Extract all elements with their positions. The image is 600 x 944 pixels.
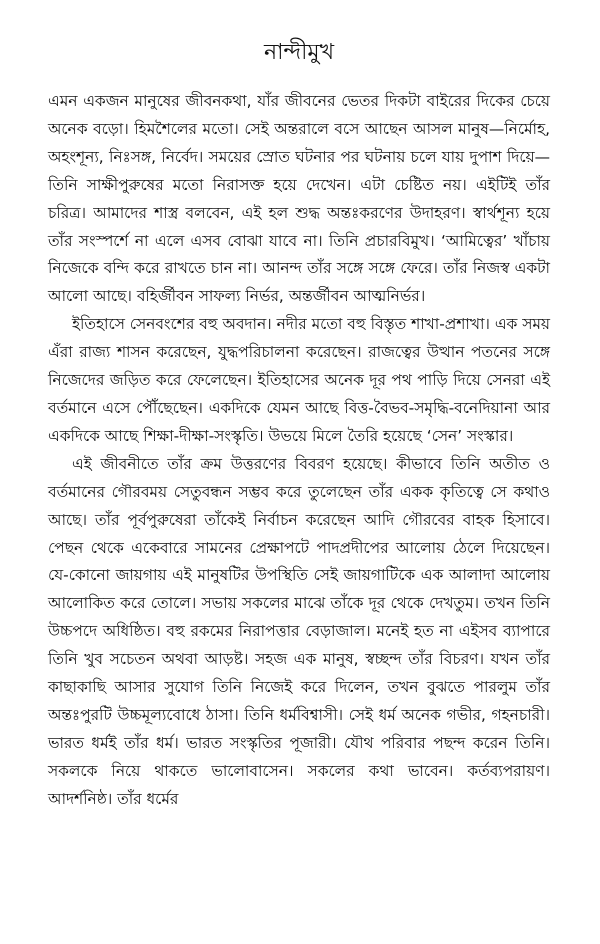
paragraph-1: এমন একজন মানুষের জীবনকথা, যাঁর জীবনের ভেতর দিকটা বাইরের দিকের চেয়ে অনেক বড়ো। হিমশৈলের মতো। সেই অন্তরালে বসে আছেন আসল মানুষ—নির্মোহ, অহংশূন্য, নিঃসঙ্গ, নির্বেদ। সময়ের স্রোত ঘটনার পর ঘটনায় চলে যায় দুপাশ দিয়ে—তিনি সাক্ষীপুরুষের মতো নিরাসক্ত হয়ে দেখেন। এটা চেষ্টিত নয়। এইটিই তাঁর চরিত্র। আমাদের শাস্ত্র বলবেন, এই হল শুদ্ধ অন্তঃকরণের উদাহরণ। স্বার্থশূন্য হয়ে তাঁর সংস্পর্শে না এলে এসব বোঝা যাবে না। তিনি প্রচারবিমুখ। ‘আমিত্বের’ খাঁচায় নিজেকে বন্দি করে রাখতে চান না। আনন্দ তাঁর সঙ্গে সঙ্গে ফেরে। তাঁর নিজস্ব একটা আলো আছে। বহির্জীবন সাফল্য নির্ভর, অন্তর্জীবন আত্মনির্ভর। (48, 92, 550, 306)
chapter-body (48, 88, 550, 814)
paragraph-2: ইতিহাসে সেনবংশের বহু অবদান। নদীর মতো বহু বিস্তৃত শাখা-প্রশাখা। এক সময় এঁরা রাজ্য শাসন করেছেন, যুদ্ধপরিচালনা করেছেন। রাজত্বের উত্থান পতনের সঙ্গে নিজেদের জড়িত করে ফেলেছেন। ইতিহাসের অনেক দূর পথ পাড়ি দিয়ে সেনরা এই বর্তমানে এসে পৌঁছেছেন। একদিকে যেমন আছে বিত্ত-বৈভব-সমৃদ্ধি-বনেদিয়ানা আর একদিকে আছে শিক্ষা-দীক্ষা-সংস্কৃতি। উভয়ে মিলে তৈরি হয়েছে ‘সেন’ সংস্কার। (48, 315, 550, 445)
paragraph-3: এই জীবনীতে তাঁর ক্রম উত্তরণের বিবরণ হয়েছে। কীভাবে তিনি অতীত ও বর্তমানের গৌরবময় সেতুবন্ধন সম্ভব করে তুলেছেন তাঁর একক কৃতিত্বে সে কথাও আছে। তাঁর পূর্বপুরুষেরা তাঁকেই নির্বাচন করেছেন আদি গৌরবের বাহক হিসাবে। পেছন থেকে একেবারে সামনের প্রেক্ষাপটে পাদপ্রদীপের আলোয় ঠেলে দিয়েছেন। যে-কোনো জায়গায় এই মানুষটির উপস্থিতি সেই জায়গাটিকে এক আলাদা আলোয় আলোকিত করে তোলে। সভায় সকলের মাঝে তাঁকে দূর থেকে দেখতুম। তখন তিনি উচ্চপদে অধিষ্ঠিত। বহু রকমের নিরাপত্তার বেড়াজাল। মনেই হত না এইসব ব্যাপারে তিনি খুব সচেতন অথবা আড়ষ্ট। সহজ এক মানুষ, স্বচ্ছন্দ তাঁর বিচরণ। যখন তাঁর কাছাকাছি আসার সুযোগ তিনি নিজেই করে দিলেন, তখন বুঝতে পারলুম তাঁর অন্তঃপুরটি উচ্চমূল্যবোধে ঠাসা। তিনি ধর্মবিশ্বাসী। সেই ধর্ম অনেক গভীর, গহনচারী। ভারত ধর্মই তাঁর ধর্ম। ভারত সংস্কৃতির পূজারী। যৌথ পরিবার পছন্দ করেন তিনি। সকলকে নিয়ে থাকতে ভালোবাসেন। সকলের কথা ভাবেন। কর্তব্যপরায়ণ। আদর্শনিষ্ঠ। তাঁর ধর্মের (48, 454, 550, 808)
chapter-title: নান্দীমুখ (263, 40, 335, 65)
